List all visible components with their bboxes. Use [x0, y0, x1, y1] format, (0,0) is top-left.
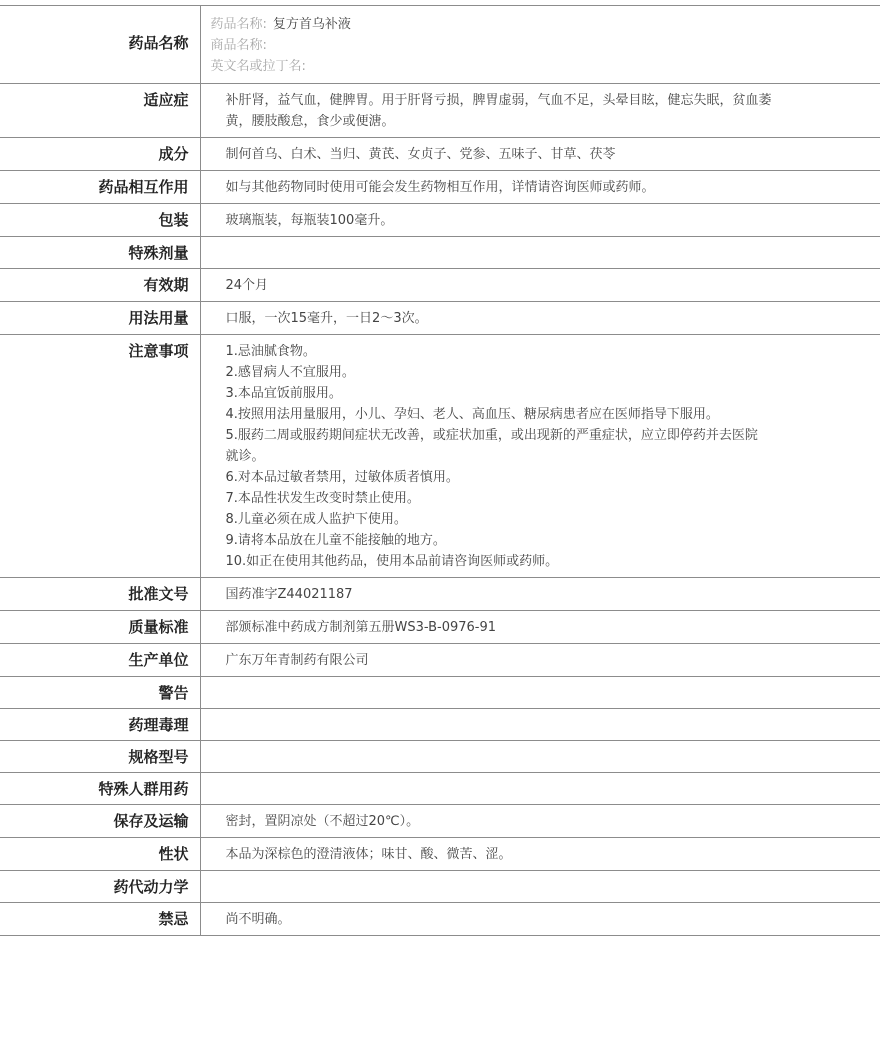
row-label: 成分 [0, 138, 200, 171]
row-label: 药理毒理 [0, 709, 200, 741]
row-label: 批准文号 [0, 578, 200, 611]
name-line [211, 35, 880, 56]
list-item: 8.儿童必须在成人监护下使用。 [225, 512, 407, 527]
row-value [200, 838, 880, 871]
row-label: 有效期 [0, 269, 200, 302]
row-specification [0, 741, 880, 773]
row-value [200, 171, 880, 204]
row-value [200, 709, 880, 741]
row-interactions [0, 171, 880, 204]
row-pharmacology [0, 709, 880, 741]
row-value [200, 204, 880, 237]
row-contraindications [0, 903, 880, 936]
list-item: 2.感冒病人不宜服用。 [225, 365, 355, 380]
row-label: 药品相互作用 [0, 171, 200, 204]
usage-text: 口服，一次15毫升，一日2～3次。 [225, 311, 428, 326]
list-item: 9.请将本品放在儿童不能接触的地方。 [225, 533, 446, 548]
row-precautions [0, 335, 880, 578]
contraindications-text: 尚不明确。 [225, 912, 291, 927]
row-value [200, 237, 880, 269]
name-value: 复方首乌补液 [272, 17, 351, 32]
row-packaging [0, 204, 880, 237]
row-approval [0, 578, 880, 611]
row-label: 特殊剂量 [0, 237, 200, 269]
row-warning [0, 677, 880, 709]
row-usage [0, 302, 880, 335]
row-manufacturer [0, 644, 880, 677]
row-indications [0, 84, 880, 138]
row-label: 质量标准 [0, 611, 200, 644]
row-value [200, 741, 880, 773]
row-storage [0, 805, 880, 838]
row-value [200, 302, 880, 335]
product-name-block [200, 6, 880, 84]
row-standard [0, 611, 880, 644]
row-value [200, 871, 880, 903]
row-label: 药品名称 [0, 6, 200, 84]
approval-text: 国药准字Z44021187 [225, 587, 353, 602]
name-key: 药品名称: [210, 17, 267, 32]
list-item: 5.服药二周或服药期间症状无改善，或症状加重，或出现新的严重症状，应立即停药并去医院就诊。 [225, 428, 758, 464]
row-product-name [0, 6, 880, 84]
row-value [200, 773, 880, 805]
list-item: 7.本品性状发生改变时禁止使用。 [225, 491, 420, 506]
row-value [200, 903, 880, 936]
row-value [200, 335, 880, 578]
row-value [200, 84, 880, 138]
row-label: 包装 [0, 204, 200, 237]
row-label: 特殊人群用药 [0, 773, 200, 805]
row-special-dosage [0, 237, 880, 269]
list-item: 3.本品宜饭前服用。 [225, 386, 342, 401]
interactions-text: 如与其他药物同时使用可能会发生药物相互作用，详情请咨询医师或药师。 [225, 180, 655, 195]
row-value [200, 611, 880, 644]
row-label: 警告 [0, 677, 200, 709]
row-value [200, 677, 880, 709]
row-value [200, 644, 880, 677]
row-value [200, 578, 880, 611]
name-key: 英文名或拉丁名: [210, 59, 306, 74]
name-line [211, 56, 880, 77]
drug-spec-table [0, 5, 880, 936]
expiry-text: 24个月 [225, 278, 269, 293]
name-line [211, 14, 880, 35]
name-key: 商品名称: [210, 38, 267, 53]
manufacturer-text: 广东万年青制药有限公司 [225, 653, 369, 668]
row-label: 注意事项 [0, 335, 200, 578]
row-special-groups [0, 773, 880, 805]
standard-text: 部颁标准中药成方制剂第五册WS3-B-0976-91 [225, 620, 497, 635]
row-label: 禁忌 [0, 903, 200, 936]
list-item: 6.对本品过敏者禁用，过敏体质者慎用。 [225, 470, 459, 485]
list-item: 1.忌油腻食物。 [225, 344, 316, 359]
row-appearance [0, 838, 880, 871]
row-label: 药代动力学 [0, 871, 200, 903]
indications-text: 补肝肾，益气血，健脾胃。用于肝肾亏损，脾胃虚弱，气血不足，头晕目眩，健忘失眠，贫血萎黄，腰肢酸怠，食少或便溏。 [225, 93, 772, 129]
row-label: 保存及运输 [0, 805, 200, 838]
row-label: 生产单位 [0, 644, 200, 677]
row-expiry [0, 269, 880, 302]
row-value [200, 138, 880, 171]
row-label: 性状 [0, 838, 200, 871]
storage-text: 密封，置阴凉处（不超过20℃）。 [225, 814, 420, 829]
ingredients-text: 制何首乌、白术、当归、黄芪、女贞子、党参、五味子、甘草、茯苓 [225, 147, 616, 162]
row-label: 规格型号 [0, 741, 200, 773]
row-pharmacokinetics [0, 871, 880, 903]
row-value [200, 805, 880, 838]
row-ingredients [0, 138, 880, 171]
packaging-text: 玻璃瓶装，每瓶装100毫升。 [225, 213, 394, 228]
precautions-list [226, 341, 880, 572]
appearance-text: 本品为深棕色的澄清液体；味甘、酸、微苦、涩。 [225, 847, 512, 862]
list-item: 10.如正在使用其他药品，使用本品前请咨询医师或药师。 [225, 554, 559, 569]
row-label: 适应症 [0, 84, 200, 138]
row-label: 用法用量 [0, 302, 200, 335]
row-value [200, 269, 880, 302]
list-item: 4.按照用法用量服用，小儿、孕妇、老人、高血压、糖尿病患者应在医师指导下服用。 [225, 407, 719, 422]
